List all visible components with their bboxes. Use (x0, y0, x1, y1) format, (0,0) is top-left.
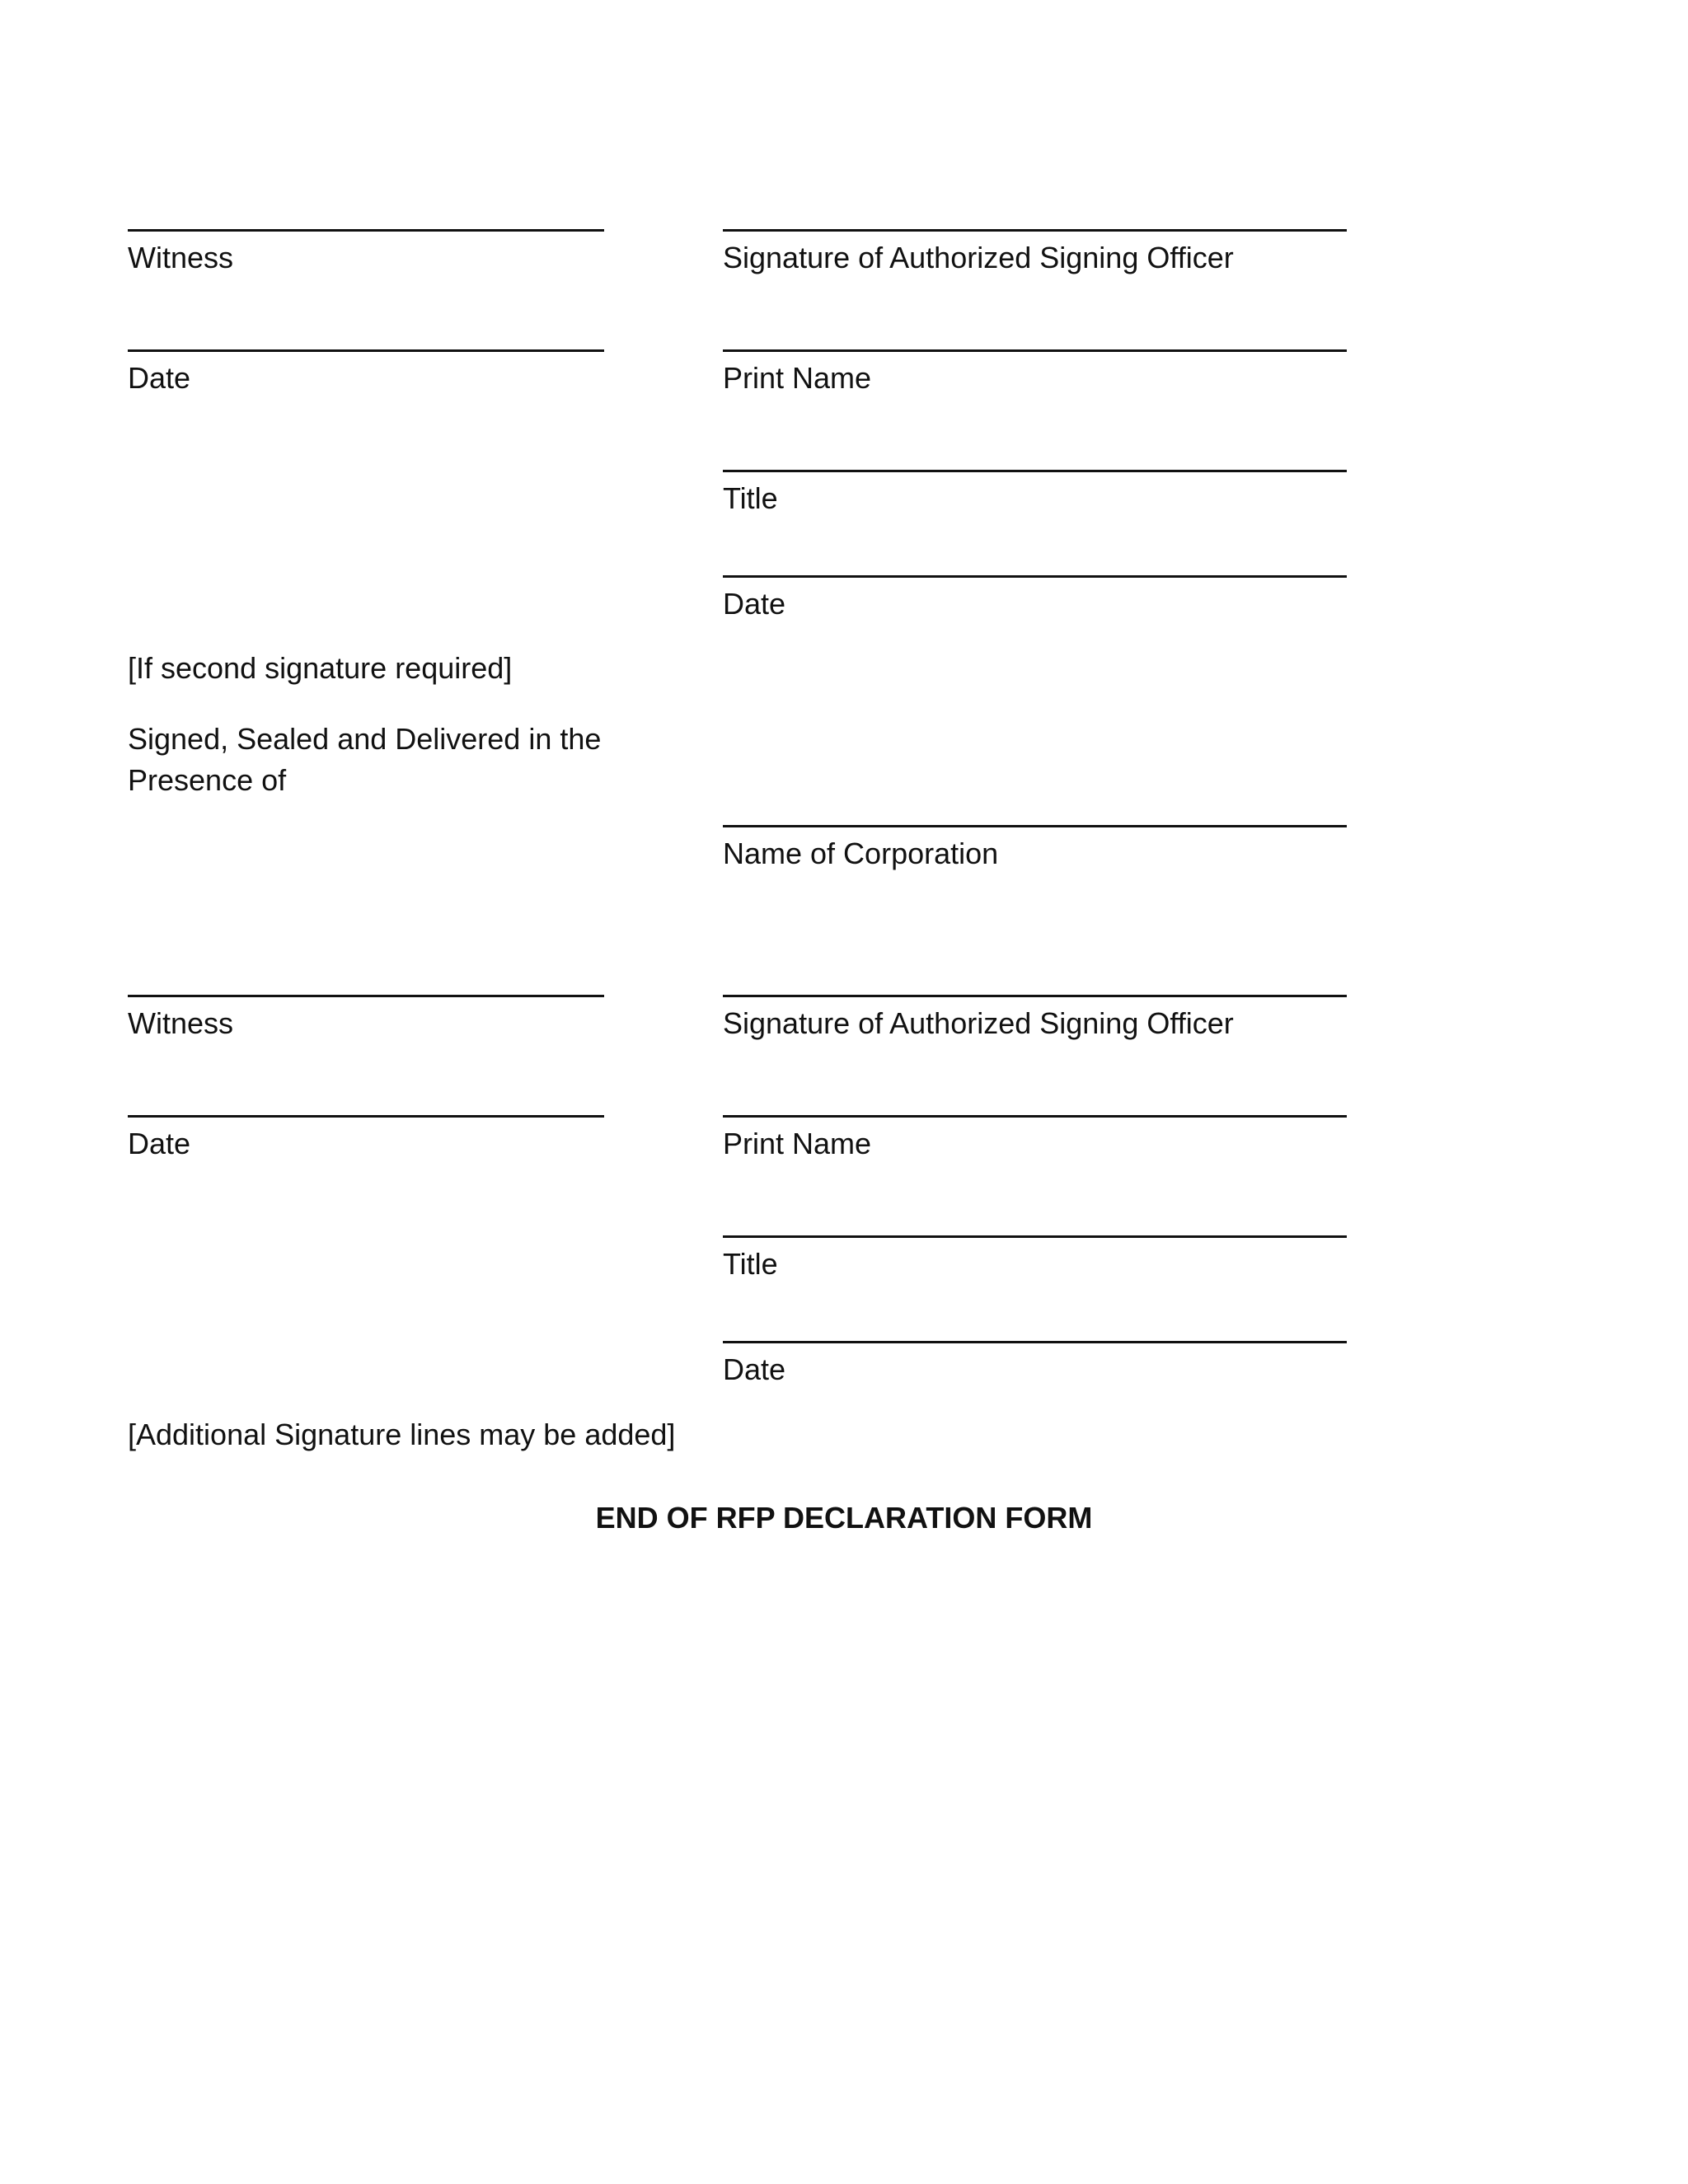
witness-date-label: Date (128, 361, 191, 395)
print-name-line[interactable] (723, 349, 1347, 352)
officer-signature-line[interactable] (723, 229, 1347, 232)
corporation-name-line[interactable] (723, 825, 1347, 827)
officer-date-label: Date (723, 587, 786, 621)
officer-date-line-2[interactable] (723, 1341, 1347, 1343)
witness-label: Witness (128, 241, 234, 274)
witness-label-2: Witness (128, 1006, 234, 1040)
signature-officer-label: Signature of Authorized Signing Officer (723, 241, 1234, 274)
title-label-2: Title (723, 1247, 778, 1281)
officer-signature-line-2[interactable] (723, 995, 1347, 997)
title-line[interactable] (723, 470, 1347, 472)
officer-date-label-2: Date (723, 1352, 786, 1386)
title-label: Title (723, 481, 778, 515)
officer-date-line[interactable] (723, 575, 1347, 578)
witness-signature-line-2[interactable] (128, 995, 604, 997)
end-of-form-title: END OF RFP DECLARATION FORM (595, 1501, 1093, 1535)
title-line-2[interactable] (723, 1235, 1347, 1238)
additional-signature-note: [Additional Signature lines may be added] (128, 1418, 676, 1451)
print-name-line-2[interactable] (723, 1115, 1347, 1118)
print-name-label: Print Name (723, 361, 872, 395)
witness-date-label-2: Date (128, 1127, 191, 1160)
witness-date-line-2[interactable] (128, 1115, 604, 1118)
second-signature-note: [If second signature required] (128, 651, 513, 685)
corporation-name-label: Name of Corporation (723, 837, 999, 870)
print-name-label-2: Print Name (723, 1127, 872, 1160)
witness-date-line[interactable] (128, 349, 604, 352)
witness-signature-line[interactable] (128, 229, 604, 232)
presence-text: Signed, Sealed and Delivered in the Presence of (128, 722, 602, 797)
signature-officer-label-2: Signature of Authorized Signing Officer (723, 1006, 1234, 1040)
